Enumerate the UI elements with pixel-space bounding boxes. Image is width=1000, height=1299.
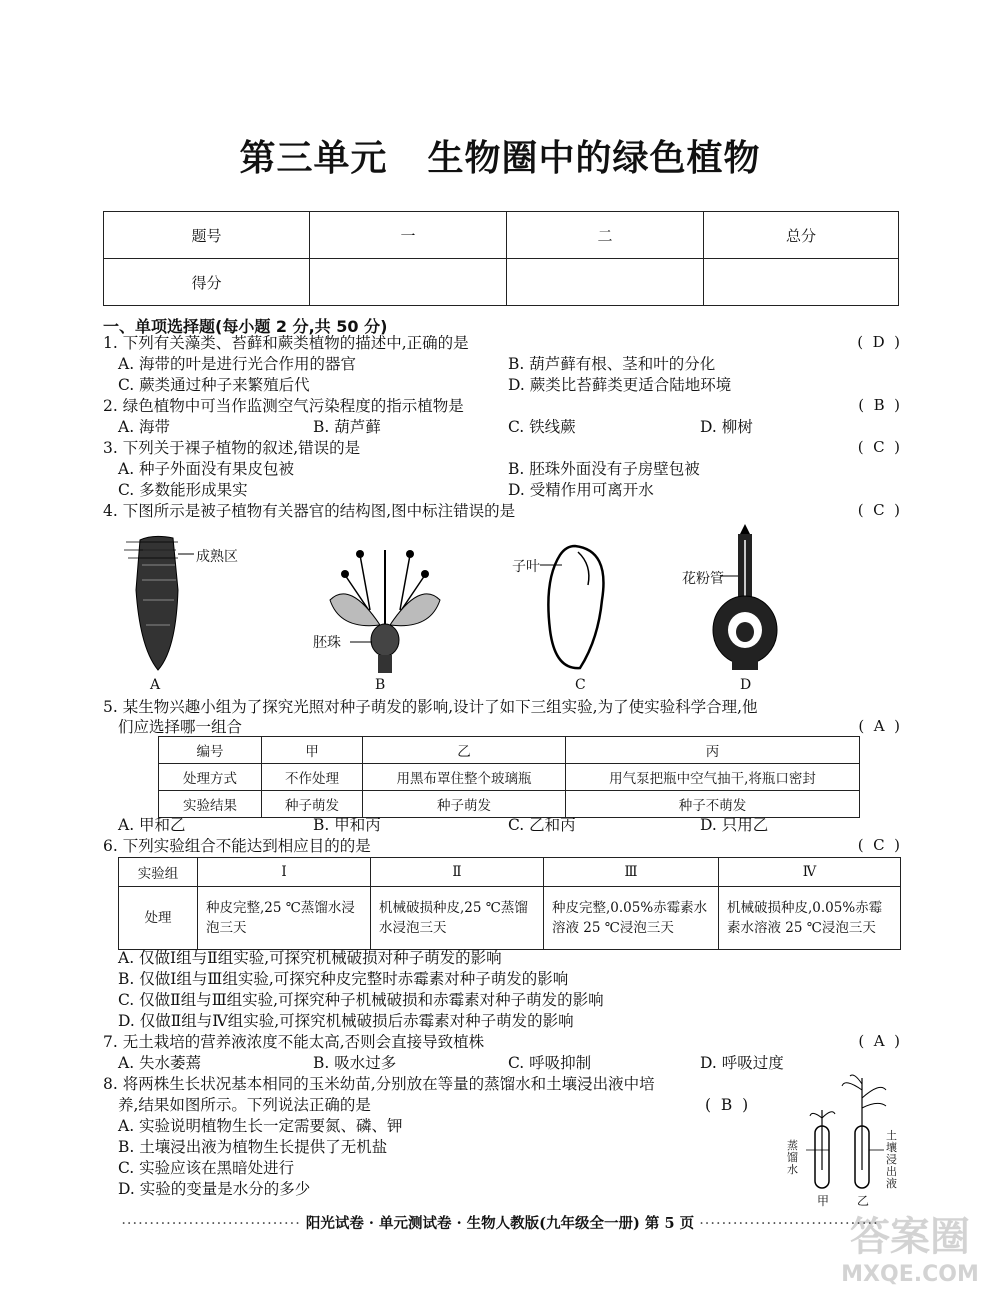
label-cotyledon: 子叶 (512, 559, 540, 575)
page-title (0, 130, 1000, 181)
q1-option-a: A. 海带的叶是进行光合作用的器官 (118, 355, 357, 373)
q6-cell: 机械破损种皮,0.05%赤霉素水溶液 25 ℃浸泡三天 (719, 887, 901, 950)
footer-dots-left: ································ (121, 1216, 301, 1232)
score-table (103, 211, 899, 306)
q7-stem: 7. 无土栽培的营养液浓度不能太高,否则会直接导致植株 (103, 1033, 485, 1051)
fig-letter-b: B (375, 677, 386, 693)
score-header-num: 题号 (104, 212, 310, 259)
q5-cell: 用气泵把瓶中空气抽干,将瓶口密封 (566, 764, 860, 791)
q5-cell: 种子不萌发 (566, 791, 860, 818)
q8-answer: ( B ) (705, 1096, 749, 1114)
q7-answer: ( A ) (858, 1032, 900, 1050)
fig-letter-a: A (150, 677, 161, 693)
section-heading: 一、单项选择题(每小题 2 分,共 50 分) (103, 317, 388, 336)
q5-cell: 实验结果 (159, 791, 262, 818)
q6-head: Ⅳ (719, 858, 901, 887)
q3-option-c: C. 多数能形成果实 (118, 481, 248, 499)
footer-text: 阳光试卷 · 单元测试卷 · 生物人教版(九年级全一册) 第 5 页 (305, 1215, 695, 1232)
fig-label-distilled-water: 蒸馏水 (787, 1139, 798, 1176)
q5-cell: 种子萌发 (262, 791, 363, 818)
q8-option-d: D. 实验的变量是水分的多少 (118, 1180, 311, 1198)
q8-stem-line1: 8. 将两株生长状况基本相同的玉米幼苗,分别放在等量的蒸馏水和土壤浸出液中培 (103, 1075, 655, 1093)
q6-cell: 种皮完整,25 ℃蒸馏水浸泡三天 (198, 887, 371, 950)
page-footer (110, 1212, 890, 1233)
q6-head: Ⅱ (371, 858, 544, 887)
q1-option-b: B. 葫芦藓有根、茎和叶的分化 (508, 355, 716, 373)
title-topic: 生物圈中的绿色植物 (427, 138, 761, 179)
q5-cell: 用黑布罩住整个玻璃瓶 (363, 764, 566, 791)
q7-option-b: B. 吸水过多 (313, 1054, 397, 1072)
q5-cell: 丙 (566, 737, 860, 764)
q5-cell: 编号 (159, 737, 262, 764)
label-pollen-tube: 花粉管 (682, 571, 724, 587)
q6-option-d: D. 仅做Ⅱ组与Ⅳ组实验,可探究机械破损后赤霉素对种子萌发的影响 (118, 1012, 574, 1030)
score-header-1: 一 (310, 212, 507, 259)
q4-stem: 4. 下图所示是被子植物有关器官的结构图,图中标注错误的是 (103, 502, 516, 520)
q6-table (118, 857, 901, 950)
q5-cell: 种子萌发 (363, 791, 566, 818)
q2-option-a: A. 海带 (118, 418, 171, 436)
q6-row-label: 处理 (119, 887, 198, 950)
q5-option-a: A. 甲和乙 (118, 816, 186, 834)
q8-option-a: A. 实验说明植物生长一定需要氮、磷、钾 (118, 1117, 403, 1135)
q6-head: Ⅲ (544, 858, 719, 887)
q6-cell: 机械破损种皮,25 ℃蒸馏水浸泡三天 (371, 887, 544, 950)
q6-option-a: A. 仅做Ⅰ组与Ⅱ组实验,可探究机械破损对种子萌发的影响 (118, 949, 502, 967)
q8-stem-line2: 养,结果如图所示。下列说法正确的是 (118, 1096, 371, 1114)
q3-option-a: A. 种子外面没有果皮包被 (118, 460, 295, 478)
q2-option-d: D. 柳树 (700, 418, 753, 436)
q8-option-c: C. 实验应该在黑暗处进行 (118, 1159, 295, 1177)
q5-option-c: C. 乙和丙 (508, 816, 576, 834)
q6-option-b: B. 仅做Ⅰ组与Ⅲ组实验,可探究种皮完整时赤霉素对种子萌发的影响 (118, 970, 569, 988)
q7-option-c: C. 呼吸抑制 (508, 1054, 592, 1072)
q6-head: Ⅰ (198, 858, 371, 887)
q3-option-b: B. 胚珠外面没有子房壁包被 (508, 460, 700, 478)
fig-letter-c: C (575, 677, 586, 693)
q2-stem: 2. 绿色植物中可当作监测空气污染程度的指示植物是 (103, 397, 464, 415)
q5-cell: 乙 (363, 737, 566, 764)
q3-answer: ( C ) (857, 438, 900, 456)
watermark-line2: MXQE.COM (841, 1262, 979, 1287)
q5-cell: 甲 (262, 737, 363, 764)
q4-answer: ( C ) (857, 501, 900, 519)
q1-answer: ( D ) (857, 333, 900, 351)
score-header-2: 二 (507, 212, 704, 259)
q5-answer: ( A ) (858, 717, 900, 735)
flower-figure (310, 540, 460, 675)
q3-option-d: D. 受精作用可离开水 (508, 481, 654, 499)
seed-figure (540, 540, 620, 675)
score-cell-2[interactable] (507, 259, 704, 306)
q5-cell: 处理方式 (159, 764, 262, 791)
score-header-total: 总分 (704, 212, 899, 259)
q6-head: 实验组 (119, 858, 198, 887)
q2-option-c: C. 铁线蕨 (508, 418, 576, 436)
q1-option-d: D. 蕨类比苔藓类更适合陆地环境 (508, 376, 732, 394)
q1-stem: 1. 下列有关藻类、苔藓和蕨类植物的描述中,正确的是 (103, 334, 469, 352)
score-cell-total[interactable] (704, 259, 899, 306)
fig-label-soil-extract: 土壤浸出液 (886, 1129, 897, 1190)
fig-letter-d: D (740, 677, 752, 693)
q3-stem: 3. 下列关于裸子植物的叙述,错误的是 (103, 439, 361, 457)
q5-table (158, 736, 860, 818)
q6-stem: 6. 下列实验组合不能达到相应目的的是 (103, 837, 371, 855)
q5-stem-line1: 5. 某生物兴趣小组为了探究光照对种子萌发的影响,设计了如下三组实验,为了使实验科学合理,他 (103, 698, 758, 716)
score-cell-1[interactable] (310, 259, 507, 306)
footer-dots-right: ································ (699, 1216, 879, 1232)
watermark-logo (820, 1205, 1000, 1299)
q7-option-d: D. 呼吸过度 (700, 1054, 784, 1072)
q2-option-b: B. 葫芦藓 (313, 418, 381, 436)
q1-option-c: C. 蕨类通过种子来繁殖后代 (118, 376, 310, 394)
q8-option-b: B. 土壤浸出液为植物生长提供了无机盐 (118, 1138, 388, 1156)
q6-answer: ( C ) (857, 836, 900, 854)
q6-cell: 种皮完整,0.05%赤霉素水溶液 25 ℃浸泡三天 (544, 887, 719, 950)
fig-label-jia: 甲 (817, 1194, 830, 1208)
q5-stem-line2: 们应选择哪一组合 (118, 718, 243, 736)
q5-option-d: D. 只用乙 (700, 816, 769, 834)
q7-option-a: A. 失水萎蔫 (118, 1054, 202, 1072)
fig-label-yi: 乙 (857, 1194, 870, 1208)
pistil-figure (700, 520, 790, 670)
watermark-line1: 答案圈 (850, 1214, 970, 1260)
label-ovule: 胚珠 (313, 635, 341, 651)
q5-option-b: B. 甲和丙 (313, 816, 381, 834)
q5-cell: 不作处理 (262, 764, 363, 791)
score-row-label: 得分 (104, 259, 310, 306)
title-unit: 第三单元 (239, 138, 388, 179)
label-mature-zone: 成熟区 (196, 549, 238, 565)
q2-answer: ( B ) (858, 396, 900, 414)
q6-option-c: C. 仅做Ⅱ组与Ⅲ组实验,可探究种子机械破损和赤霉素对种子萌发的影响 (118, 991, 604, 1009)
